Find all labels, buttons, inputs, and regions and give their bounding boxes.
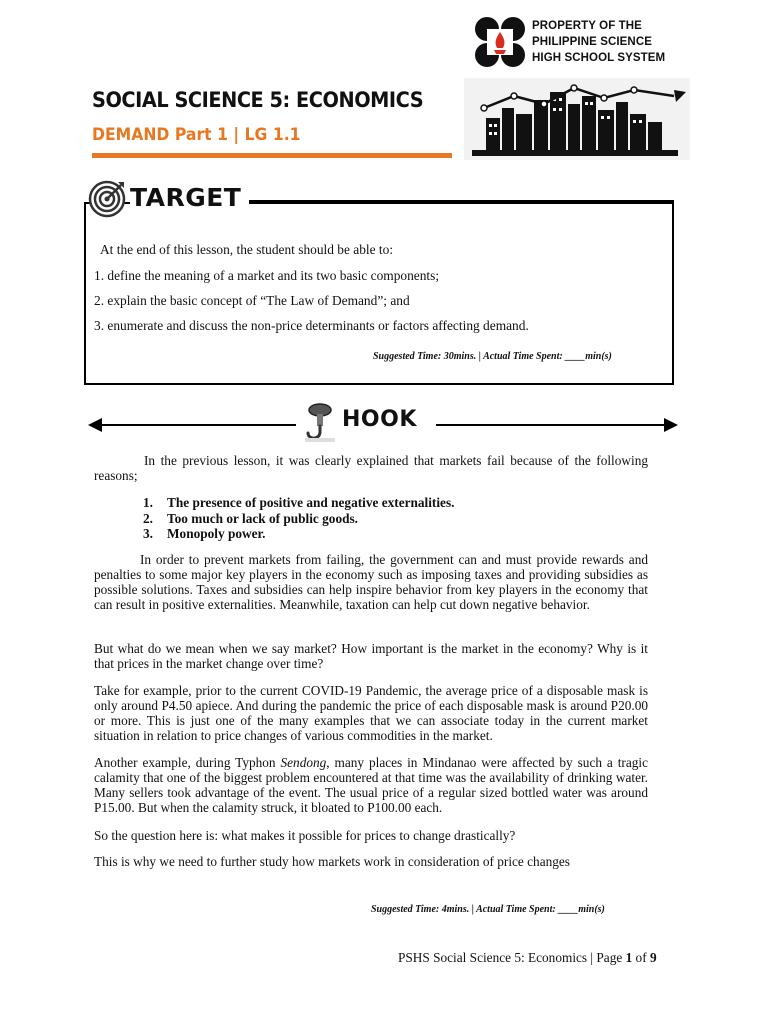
hook-arrow-left <box>96 424 296 426</box>
objective-3: 3. enumerate and discuss the non-price determinants or factors affecting demand. <box>94 318 529 333</box>
hook-paragraph-3: Take for example, prior to the current COVID-19 Pandemic, the average price of a disposable mask is only around P4.50 apiece. And during the pandemic the price of each disposable mask is around P20.00 or more. This is just one of the many examples that we can associate today in the current market situation in relation to price changes of various commodities in the market. <box>94 683 648 743</box>
arrowhead-right-icon <box>664 418 678 432</box>
property-line-2: PHILIPPINE SCIENCE <box>532 36 653 48</box>
reason-item-3 <box>143 526 266 542</box>
objective-1: 1. define the meaning of a market and its two basic components; <box>94 268 440 283</box>
hook-intro: In the previous lesson, it was clearly explained that markets fail because of the following reasons; <box>94 453 648 483</box>
pshs-logo-icon <box>474 16 526 68</box>
page-total: 9 <box>649 950 657 965</box>
hook-heading: HOOK <box>342 407 417 432</box>
hook-paragraph-2: But what do we mean when we say market? How important is the market in the economy? Why is it that prices in the market change over time? <box>94 641 648 671</box>
hook-paragraph-4 <box>94 755 648 815</box>
page-number: 1 <box>625 950 633 965</box>
target-intro: At the end of this lesson, the student should be able to: <box>100 242 394 257</box>
arrowhead-left-icon <box>88 418 102 432</box>
reason-text: Monopoly power. <box>167 526 266 541</box>
reason-item-1 <box>143 495 454 511</box>
hook-suggested-time: Suggested Time: 4mins. | Actual Time Spent: ____min(s) <box>371 904 605 915</box>
property-line-1: PROPERTY OF THE <box>532 20 642 32</box>
reason-text: Too much or lack of public goods. <box>167 511 358 526</box>
footer-text: PSHS Social Science 5: Economics | Page <box>398 950 626 965</box>
objective-2: 2. explain the basic concept of “The Law of Demand”; and <box>94 293 410 308</box>
fishing-hook-icon <box>302 402 338 444</box>
header-divider <box>92 153 452 158</box>
hook-paragraph-5: So the question here is: what makes it possible for prices to change drastically? <box>94 828 516 843</box>
target-bullseye-icon <box>88 180 126 218</box>
city-skyline-growth-icon <box>464 78 690 160</box>
hook-arrow-right <box>436 424 668 426</box>
typhoon-name: Sendong <box>280 755 327 770</box>
reason-num: 3. <box>143 526 153 541</box>
reason-text: The presence of positive and negative externalities. <box>167 495 455 510</box>
para4-start: Another example, during Typhon <box>94 755 281 770</box>
page-footer <box>398 950 657 966</box>
footer-of: of <box>632 950 650 965</box>
hook-paragraph-1: In order to prevent markets from failing, the government can and must provide rewards and penalties to some major key players in the economy such as imposing taxes and providing subsidies as possible solutions. Taxes and subsidies can help inspire behavior from key players in the economy that can result in positive externalities. Meanwhile, taxation can help cut down negative behavior. <box>94 552 648 612</box>
target-rule <box>240 200 674 202</box>
reason-num: 1. <box>143 495 153 510</box>
target-suggested-time: Suggested Time: 30mins. | Actual Time Spent: ____min(s) <box>373 351 612 362</box>
reason-num: 2. <box>143 511 153 526</box>
para4-rest: , many places in Mindanao were affected by such a tragic calamity that one of the biggest problem encountered at that time was the availability of drinking water. Many sellers took advantage of the event. The usual price of a regular sized bottled water was around P15.00. But when the calamity struck, it bloated to P100.00 each. <box>94 755 648 815</box>
reason-item-2 <box>143 511 358 527</box>
document-title: SOCIAL SCIENCE 5: ECONOMICS <box>92 88 424 112</box>
hook-paragraph-6: This is why we need to further study how markets work in consideration of price changes <box>94 854 570 869</box>
document-subtitle: DEMAND Part 1 | LG 1.1 <box>92 125 301 145</box>
property-notice <box>532 18 665 66</box>
target-heading: TARGET <box>130 183 249 212</box>
property-line-3: HIGH SCHOOL SYSTEM <box>532 52 666 64</box>
